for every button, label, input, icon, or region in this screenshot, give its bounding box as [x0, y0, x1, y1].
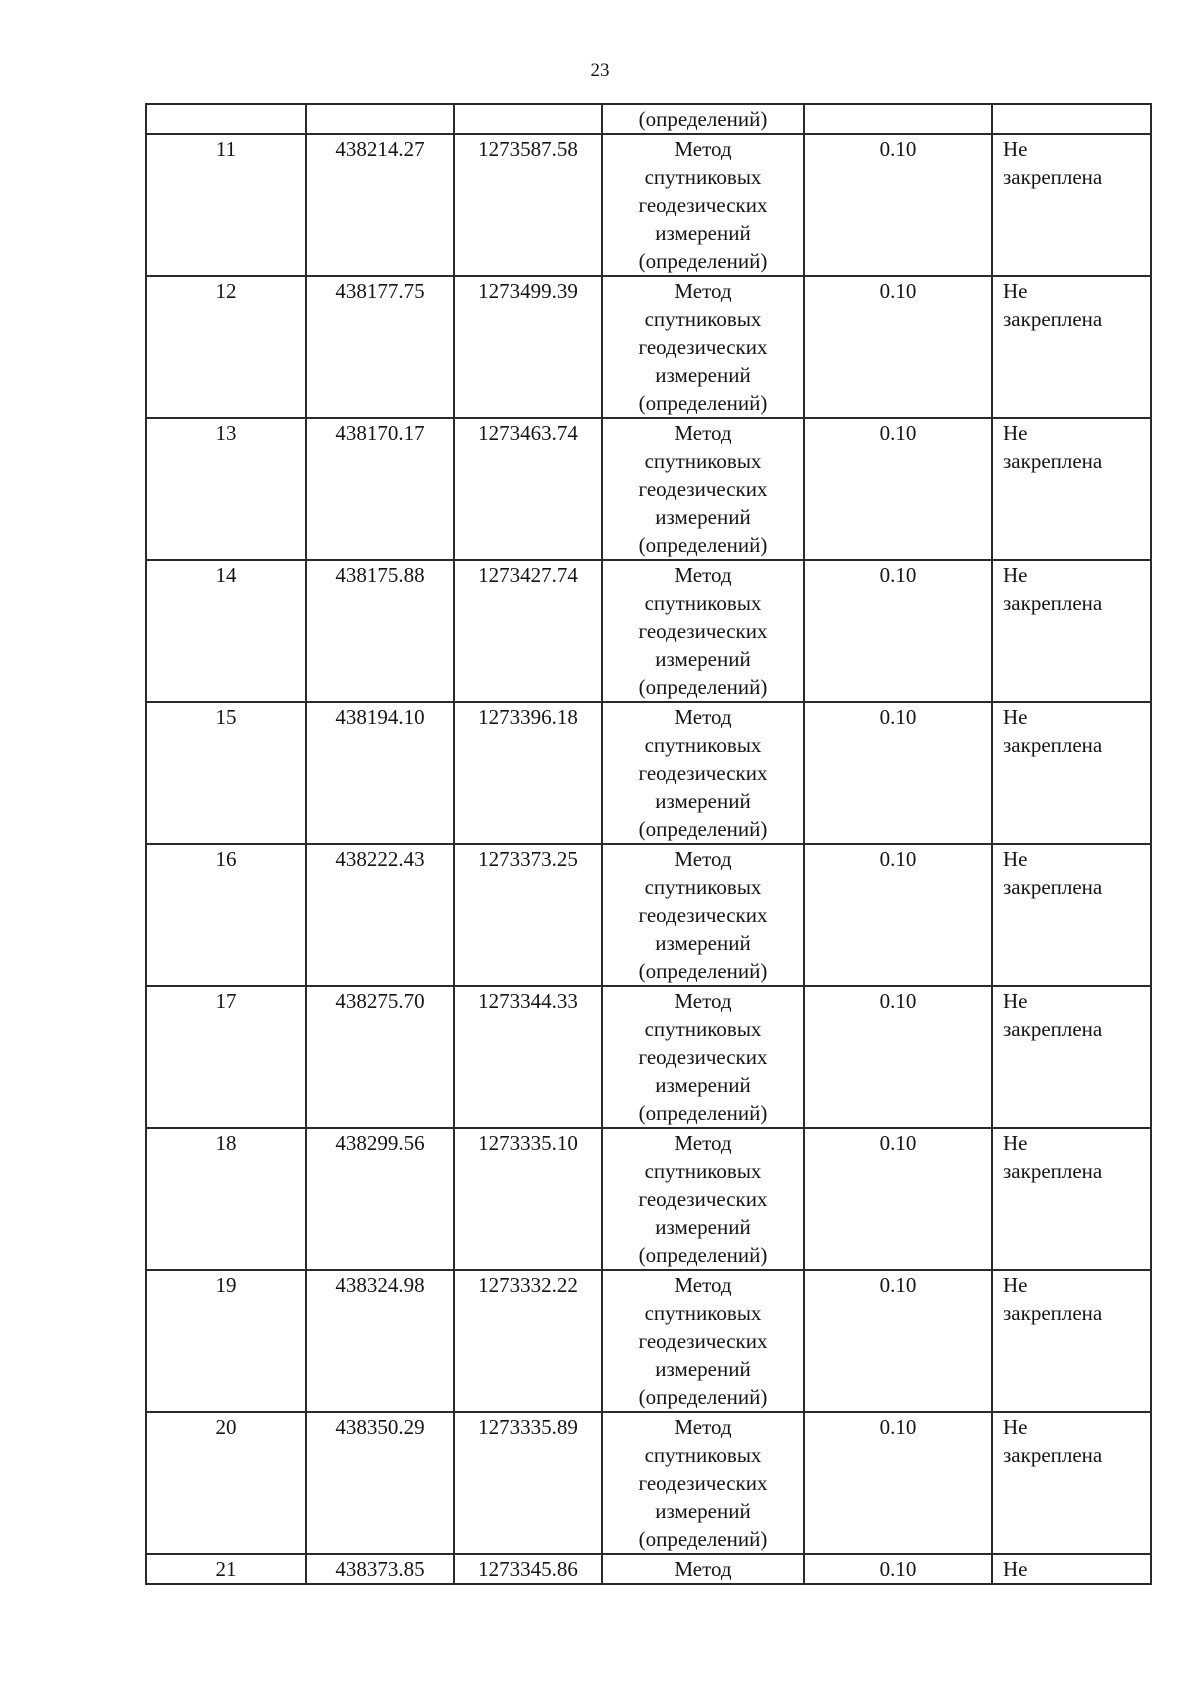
status-line: Не	[1003, 847, 1028, 871]
method-line: измерений	[655, 221, 751, 245]
y-coordinate-cell: 1273332.22	[454, 1270, 602, 1412]
method-line: геодезических	[638, 193, 768, 217]
method-line: геодезических	[638, 619, 768, 643]
y-coordinate-cell: 1273335.10	[454, 1128, 602, 1270]
status-line: Не	[1003, 279, 1028, 303]
method-cell	[602, 702, 804, 844]
method-line: Метод	[674, 563, 732, 587]
method-cell	[602, 1128, 804, 1270]
x-coordinate-cell: 438373.85	[306, 1554, 454, 1584]
point-number-cell: 13	[146, 418, 306, 560]
y-coordinate-cell: 1273396.18	[454, 702, 602, 844]
status-line: закреплена	[1003, 1159, 1103, 1183]
point-number-cell: 12	[146, 276, 306, 418]
accuracy-cell: 0.10	[804, 1128, 992, 1270]
status-line: Не	[1003, 705, 1028, 729]
y-coordinate-cell: 1273344.33	[454, 986, 602, 1128]
accuracy-cell: 0.10	[804, 702, 992, 844]
y-coordinate-cell: 1273335.89	[454, 1412, 602, 1554]
y-coordinate-cell: 1273345.86	[454, 1554, 602, 1584]
method-line: геодезических	[638, 1187, 768, 1211]
accuracy-cell: 0.10	[804, 276, 992, 418]
method-line: измерений	[655, 931, 751, 955]
method-line: геодезических	[638, 761, 768, 785]
status-line: закреплена	[1003, 733, 1103, 757]
method-line: Метод	[674, 421, 732, 445]
method-line: геодезических	[638, 335, 768, 359]
method-cell	[602, 844, 804, 986]
status-cell	[992, 560, 1151, 702]
method-line: спутниковых	[644, 1017, 762, 1041]
method-line: геодезических	[638, 1329, 768, 1353]
table-row	[146, 844, 1151, 986]
method-cell: Метод	[602, 1554, 804, 1584]
status-line: закреплена	[1003, 307, 1103, 331]
method-line: измерений	[655, 1215, 751, 1239]
x-coordinate-cell: 438275.70	[306, 986, 454, 1128]
status-line: Не	[1003, 563, 1028, 587]
status-line: Не	[1003, 989, 1028, 1013]
status-line: закреплена	[1003, 1443, 1103, 1467]
status-cell	[992, 1412, 1151, 1554]
method-cell	[602, 276, 804, 418]
table-row	[146, 986, 1151, 1128]
status-line: закреплена	[1003, 1017, 1103, 1041]
accuracy-cell: 0.10	[804, 1412, 992, 1554]
accuracy-cell: 0.10	[804, 986, 992, 1128]
method-line: спутниковых	[644, 1159, 762, 1183]
cell-empty	[804, 104, 992, 134]
method-cell	[602, 1270, 804, 1412]
method-line: (определений)	[638, 1527, 768, 1551]
method-line: измерений	[655, 1357, 751, 1381]
x-coordinate-cell: 438350.29	[306, 1412, 454, 1554]
method-cell	[602, 560, 804, 702]
y-coordinate-cell: 1273427.74	[454, 560, 602, 702]
continuation-method-cell: (определений)	[602, 104, 804, 134]
method-line: спутниковых	[644, 591, 762, 615]
status-line: Не	[1003, 1273, 1028, 1297]
x-coordinate-cell: 438214.27	[306, 134, 454, 276]
status-cell	[992, 1128, 1151, 1270]
method-line: (определений)	[638, 959, 768, 983]
method-line: измерений	[655, 1499, 751, 1523]
accuracy-cell: 0.10	[804, 1270, 992, 1412]
y-coordinate-cell: 1273373.25	[454, 844, 602, 986]
table-row	[146, 276, 1151, 418]
status-line: Не	[1003, 1131, 1028, 1155]
status-cell	[992, 1270, 1151, 1412]
status-cell	[992, 276, 1151, 418]
continuation-row	[146, 104, 1151, 134]
coordinates-table-container	[145, 103, 1150, 1585]
method-line: Метод	[674, 847, 732, 871]
accuracy-cell: 0.10	[804, 560, 992, 702]
method-line: (определений)	[638, 675, 768, 699]
method-line: Метод	[674, 1273, 732, 1297]
point-number-cell: 15	[146, 702, 306, 844]
cell-empty	[146, 104, 306, 134]
method-cell	[602, 986, 804, 1128]
method-line: (определений)	[638, 533, 768, 557]
method-line: Метод	[674, 989, 732, 1013]
coordinates-table	[145, 103, 1152, 1585]
status-cell	[992, 134, 1151, 276]
point-number-cell: 16	[146, 844, 306, 986]
method-line: геодезических	[638, 903, 768, 927]
method-line: Метод	[674, 279, 732, 303]
point-number-cell: 19	[146, 1270, 306, 1412]
method-line: Метод	[674, 1415, 732, 1439]
method-line: Метод	[674, 1131, 732, 1155]
method-line: измерений	[655, 789, 751, 813]
method-line: спутниковых	[644, 1301, 762, 1325]
x-coordinate-cell: 438170.17	[306, 418, 454, 560]
status-line: закреплена	[1003, 449, 1103, 473]
method-line: Метод	[674, 705, 732, 729]
method-line: геодезических	[638, 1471, 768, 1495]
status-line: закреплена	[1003, 875, 1103, 899]
method-line: геодезических	[638, 1045, 768, 1069]
y-coordinate-cell: 1273587.58	[454, 134, 602, 276]
x-coordinate-cell: 438175.88	[306, 560, 454, 702]
point-number-cell: 21	[146, 1554, 306, 1584]
x-coordinate-cell: 438222.43	[306, 844, 454, 986]
method-line: спутниковых	[644, 733, 762, 757]
point-number-cell: 17	[146, 986, 306, 1128]
status-line: Не	[1003, 1415, 1028, 1439]
status-line: Не	[1003, 137, 1028, 161]
cell-empty	[454, 104, 602, 134]
method-line: (определений)	[638, 391, 768, 415]
y-coordinate-cell: 1273463.74	[454, 418, 602, 560]
x-coordinate-cell: 438299.56	[306, 1128, 454, 1270]
status-cell: Не	[992, 1554, 1151, 1584]
accuracy-cell: 0.10	[804, 844, 992, 986]
status-cell	[992, 418, 1151, 560]
method-line: (определений)	[638, 1243, 768, 1267]
status-line: закреплена	[1003, 591, 1103, 615]
status-line: закреплена	[1003, 1301, 1103, 1325]
table-body	[146, 104, 1151, 1584]
method-line: спутниковых	[644, 307, 762, 331]
table-row	[146, 560, 1151, 702]
method-line: (определений)	[638, 1385, 768, 1409]
method-line: (определений)	[638, 1101, 768, 1125]
cell-empty	[306, 104, 454, 134]
status-cell	[992, 702, 1151, 844]
method-line: спутниковых	[644, 449, 762, 473]
page-number: 23	[590, 60, 610, 81]
table-row-partial	[146, 1554, 1151, 1584]
method-line: Метод	[674, 137, 732, 161]
status-line: закреплена	[1003, 165, 1103, 189]
method-cell	[602, 1412, 804, 1554]
method-line: (определений)	[638, 249, 768, 273]
table-row	[146, 134, 1151, 276]
accuracy-cell: 0.10	[804, 134, 992, 276]
method-line: спутниковых	[644, 165, 762, 189]
x-coordinate-cell: 438177.75	[306, 276, 454, 418]
method-line: спутниковых	[644, 875, 762, 899]
method-line: геодезических	[638, 477, 768, 501]
method-line: измерений	[655, 1073, 751, 1097]
point-number-cell: 18	[146, 1128, 306, 1270]
y-coordinate-cell: 1273499.39	[454, 276, 602, 418]
accuracy-cell: 0.10	[804, 418, 992, 560]
x-coordinate-cell: 438324.98	[306, 1270, 454, 1412]
status-line: Не	[1003, 421, 1028, 445]
status-cell	[992, 986, 1151, 1128]
table-row	[146, 1128, 1151, 1270]
method-line: спутниковых	[644, 1443, 762, 1467]
table-row	[146, 1412, 1151, 1554]
method-line: (определений)	[638, 817, 768, 841]
point-number-cell: 14	[146, 560, 306, 702]
status-cell	[992, 844, 1151, 986]
method-line: измерений	[655, 363, 751, 387]
point-number-cell: 20	[146, 1412, 306, 1554]
cell-empty	[992, 104, 1151, 134]
table-row	[146, 1270, 1151, 1412]
table-row	[146, 418, 1151, 560]
point-number-cell: 11	[146, 134, 306, 276]
x-coordinate-cell: 438194.10	[306, 702, 454, 844]
method-line: измерений	[655, 505, 751, 529]
method-cell	[602, 418, 804, 560]
method-cell	[602, 134, 804, 276]
accuracy-cell: 0.10	[804, 1554, 992, 1584]
table-row	[146, 702, 1151, 844]
method-line: измерений	[655, 647, 751, 671]
